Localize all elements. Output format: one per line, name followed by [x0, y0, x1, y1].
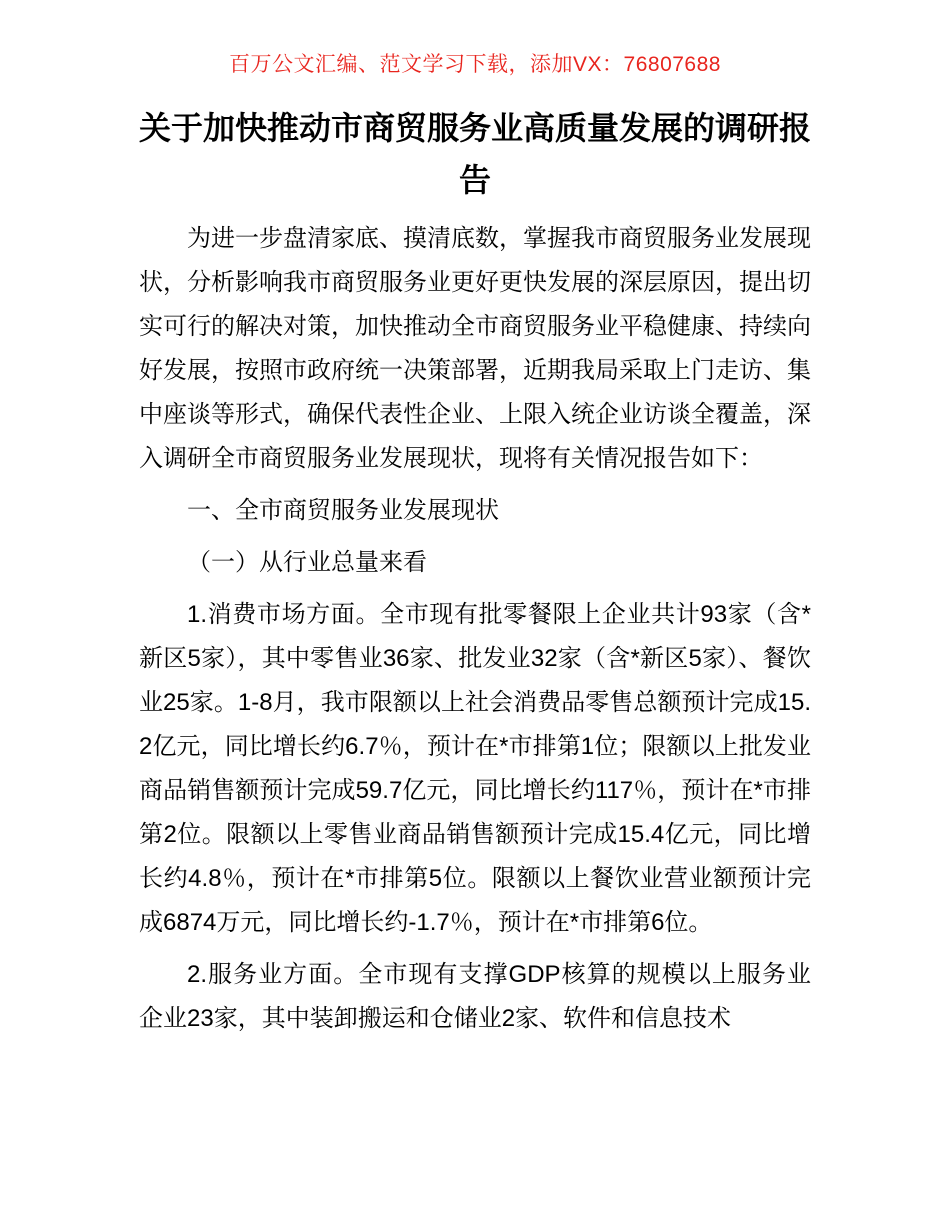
document-title: 关于加快推动市商贸服务业高质量发展的调研报告 [138, 110, 811, 198]
document-body [139, 217, 811, 1041]
paragraph: 2.服务业方面。全市现有支撑GDP核算的规模以上服务业企业23家，其中装卸搬运和仓储业2家、软件和信息技术 [139, 961, 811, 1032]
paragraph: 1.消费市场方面。全市现有批零餐限上企业共计93家（含*新区5家），其中零售业36家、批发业32家（含*新区5家）、餐饮业25家。1-8月，我市限额以上社会消费品零售总额预计完成15.2亿元，同比增长约6.7％，预计在*市排第1位；限额以上批发业商品销售额预计完成59.7亿元，同比增长约117％，预计在*市排第2位。限额以上零售业商品销售额预计完成15.4亿元，同比增长约4.8％，预计在*市排第5位。限额以上餐饮业营业额预计完成6874万元，同比增长约-1.7％，预计在*市排第6位。 [139, 601, 811, 936]
section-heading: （一）从行业总量来看 [187, 549, 427, 576]
paragraph: 为进一步盘清家底、摸清底数，掌握我市商贸服务业发展现状，分析影响我市商贸服务业更好更快发展的深层原因，提出切实可行的解决对策，加快推动全市商贸服务业平稳健康、持续向好发展，按照市政府统一决策部署，近期我局采取上门走访、集中座谈等形式，确保代表性企业、上限入统企业访谈全覆盖，深入调研全市商贸服务业发展现状，现将有关情况报告如下： [139, 225, 811, 472]
section-heading: 一、全市商贸服务业发展现状 [187, 497, 499, 524]
promo-notice: 百万公文汇编、范文学习下载，添加VX：76807688 [229, 53, 721, 76]
